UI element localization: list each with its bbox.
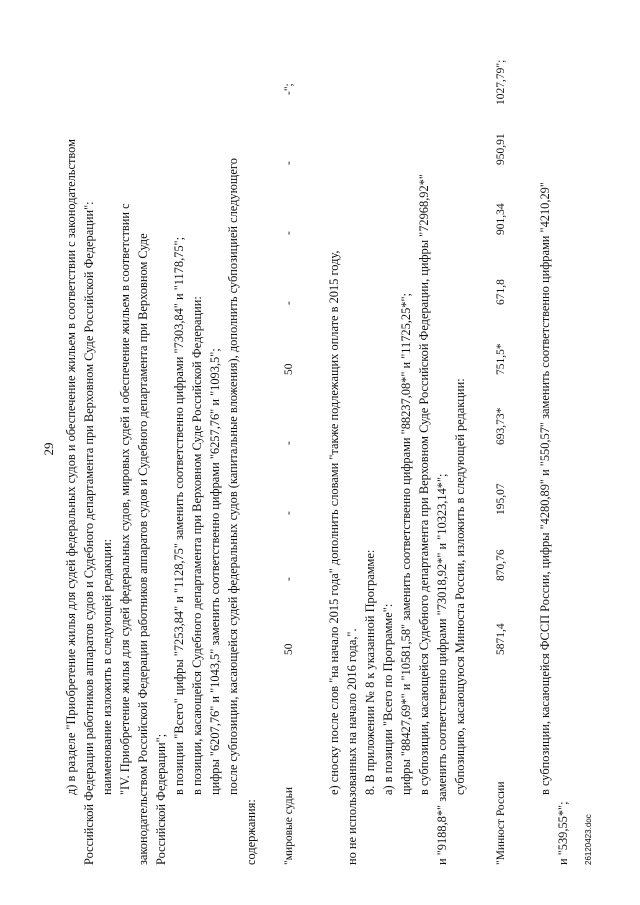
page-number: 29 [41,442,56,456]
table-cell: 50 [283,643,295,655]
paragraph-line: "IV. Приобретение жилья для судей федеральных судов, мировых судей и обеспечение жильем в соответствии с [118,203,132,795]
paragraph-line: законодательством Российской Федерации работников аппаратов судов и Судебного департамента при Верховном Суде [136,233,150,865]
table-cell: - [283,511,295,515]
paragraph-line: в позиции "Всего" цифры "7253,84" и "1128,75" заменить соответственно цифрами "7303,84" и "1178,75"; [172,236,186,795]
table-cell: 751,5* [495,343,507,375]
paragraph-line: цифры "6207,76" и "1043,5" заменить соответственно цифрами "6257,76" и "1093,5"; [208,348,222,795]
table-cell: 901,34 [495,203,507,235]
paragraph-line: е) сноску после слов "на начало 2015 года" дополнить словами "также подлежащих оплате в 2015 году, [327,250,341,795]
table-cell: - [283,441,295,445]
paragraph-line: в субпозиции, касающейся ФССП России, цифры "4280,89" и "550,57" заменить соответственно цифрами "4210,29" [538,182,552,795]
table-cell: - [283,577,295,581]
table-row-minjust-rossii [492,45,510,865]
table-row-label: "мировые судьи [283,787,295,865]
paragraph-line: но не использованных на начало 2016 года,". [345,628,359,865]
table-cell: 671,8 [495,279,507,305]
paragraph-line: а) в позиции "Всего по Программе": [381,603,395,795]
paragraph-line: Российской Федерации работников аппаратов судов и Судебного департамента при Верховном Суде Российской Федерации": [82,201,96,865]
table-cell: 870,76 [495,549,507,581]
table-cell: 50 [283,363,295,375]
table-cell: - [283,231,295,235]
paragraph-line: в субпозиции, касающейся Судебного департамента при Верховном Суде Российской Федерации, цифры "72968,92*" [417,174,431,795]
paragraph-line: и "539,55*"; [556,801,570,865]
table-cell: 950,91 [495,133,507,165]
paragraph-line: Российской Федерации"; [154,733,168,865]
paragraph-line: цифры "88427,69*" и "10581,58" заменить соответственно цифрами "88237,08*" и "11725,25*"; [399,293,413,795]
table-cell: - [283,301,295,305]
table-cell: - [283,161,295,165]
table-cell: -"; [283,83,295,95]
document-filename-footer: 26120423.doc [584,814,593,865]
paragraph-line: наименование изложить в следующей редакции: [100,538,114,795]
table-cell: 5871,4 [495,623,507,655]
paragraph-line: и "9188,8*" заменить соответственно цифрами "73018,92*" и "10323,14*"; [435,473,449,865]
paragraph-line: д) в разделе "Приобретение жилья для судей федеральных судов и обеспечение жильем в соответствии с законодательством [64,139,78,795]
table-row-label: "Минюст России [495,781,507,865]
paragraph-line: 8. В приложении № 8 к указанной Программе: [363,549,377,795]
paragraph-line: после субпозиции, касающейся судей федеральных судов (капитальные вложения), дополнить субпозицией следующего [226,158,240,795]
table-row-mirovye-sudi [280,45,298,865]
paragraph-line: в позиции, касающейся Судебного департамента при Верховном Суде Российской Федерации: [190,296,204,795]
paragraph-line: субпозицию, касающуюся Минюста России, изложить в следующей редакции: [453,378,467,795]
rotated-landscape-content [40,45,600,865]
table-cell: 195,07 [495,483,507,515]
table-cell: 1027,79"; [495,59,507,105]
paragraph-line: содержания: [244,799,258,865]
table-cell: 693,73* [495,407,507,445]
